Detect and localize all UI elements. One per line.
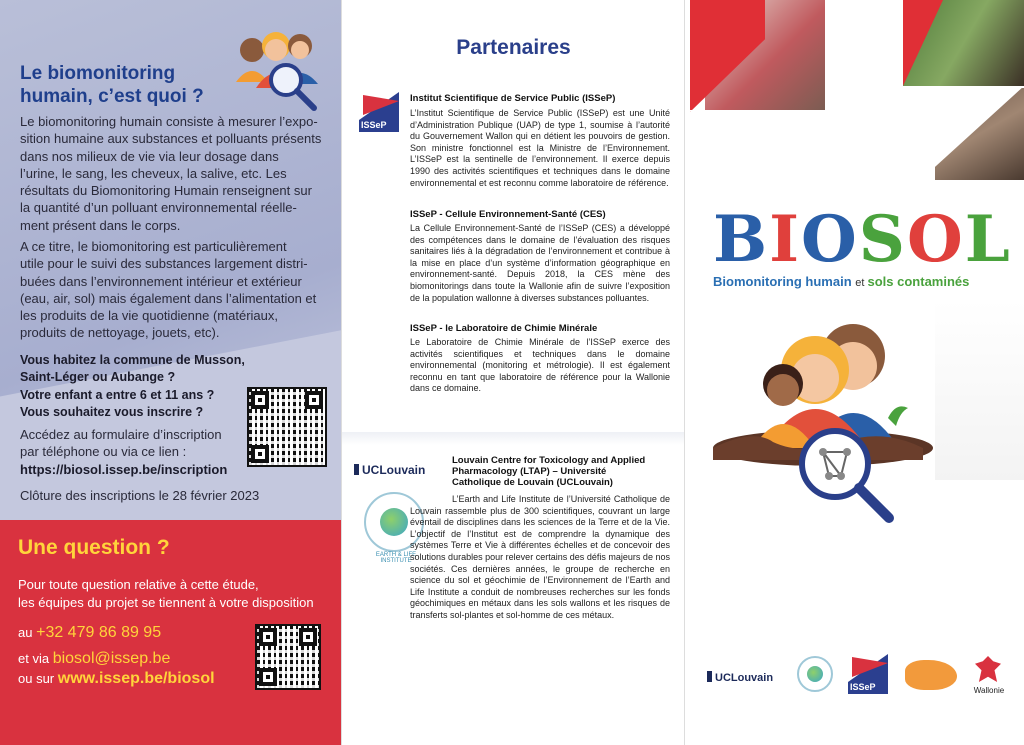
contact-qr-code[interactable] — [255, 624, 321, 690]
text-line: Le biomonitoring humain consiste à mesurer l’expo- — [20, 114, 318, 129]
text-line: les équipes du projet se tiennent à votre disposition — [18, 595, 314, 610]
partner-heading: Louvain Centre for Toxicology and Applied Pharmacology (LTAP) – Université Catholique de Louvain (UCLouvain) — [452, 455, 646, 488]
text-line: (eau, air, sol) mais également dans l’alimentation et — [20, 290, 317, 306]
sponsor-logos — [685, 650, 1024, 710]
earth-life-logo — [797, 656, 833, 692]
logo-letter: B — [713, 202, 770, 277]
tagline-part: Biomonitoring humain — [713, 274, 856, 289]
partners-panel — [342, 0, 685, 745]
rooster-icon — [975, 656, 1001, 682]
left-panel — [0, 0, 342, 745]
contact-email — [18, 650, 170, 668]
text-line: les produits de la vie quotidienne (matériaux, — [20, 308, 278, 324]
partner-description: La Cellule Environnement-Santé de l’ISSeP (CES) a développé des compétences dans le domaine de l’évaluation des risques sanitaires liés à la dégradation de l’environnement et contribue à la mise en place d’un système d’information géographique en environnement-santé. Depuis 2018, la CES mène des biomonitorings dans toute la Wallonie afin de suivre l’exposition de la population wallonne à diverses substances polluantes. — [410, 223, 670, 303]
issep-logo — [359, 92, 399, 132]
tagline-part: et — [855, 277, 868, 289]
text-line: utile pour le suivi des substances largement distri- — [20, 256, 308, 272]
leaf-icon — [807, 666, 823, 682]
white-triangle — [685, 110, 935, 180]
science-map-logo — [905, 660, 957, 690]
text-line: dans nos milieux de vie via leur dosage dans — [20, 148, 279, 164]
logo-letter: I — [769, 202, 802, 277]
text-line: produits de nettoyage, jouets, etc). — [20, 325, 220, 341]
phone-number[interactable]: +32 479 86 89 95 — [36, 624, 162, 641]
contact-phone — [18, 624, 161, 642]
text-line: A ce titre, le biomonitoring est particulièrement — [20, 239, 287, 254]
text-line: Accédez au formulaire d’inscription — [20, 427, 222, 442]
email-prefix: et via — [18, 651, 50, 666]
text-line: ment présent dans le corps. — [20, 217, 181, 233]
tagline-part: sols contaminés — [867, 274, 970, 289]
earth-life-logo-text: EARTH & LIFE INSTITUTE — [375, 552, 417, 564]
email-link[interactable]: biosol@issep.be — [52, 650, 171, 667]
text-line: buées dans l’environnement intérieur et extérieur — [20, 273, 302, 289]
tagline — [713, 274, 969, 289]
section-title: Le biomonitoring humain, c’est quoi ? — [20, 63, 204, 107]
wallonie-label: Wallonie — [973, 686, 1005, 695]
contact-title: Une question ? — [18, 536, 170, 559]
eligibility-questions — [20, 352, 250, 421]
text-line: la quantité d’un polluant environnemental réelle- — [20, 200, 297, 216]
cover-panel — [685, 0, 1024, 745]
partner-heading: ISSeP - Cellule Environnement-Santé (CES) — [410, 209, 606, 220]
text-line: Vous souhaitez vous inscrire ? — [20, 404, 204, 419]
registration-link[interactable]: https://biosol.issep.be/inscription — [20, 461, 228, 477]
web-prefix: ou sur — [18, 671, 55, 686]
text-line: sition humaine aux substances et polluants présents — [20, 131, 322, 147]
text-line: l’urine, le sang, les cheveux, la salive, etc. Les — [20, 165, 287, 181]
contact-section — [0, 520, 342, 745]
contact-web — [18, 670, 215, 688]
logo-letter: O — [801, 202, 859, 277]
registration-qr-code[interactable] — [247, 387, 327, 467]
text-line: Saint-Léger ou Aubange ? — [20, 370, 176, 385]
text-line: Votre enfant a entre 6 et 11 ans ? — [20, 387, 215, 402]
white-triangle — [825, 0, 903, 112]
usage-paragraph — [20, 238, 330, 342]
phone-prefix: au — [18, 625, 33, 640]
intro-paragraph — [20, 113, 330, 234]
partner-heading: ISSeP - le Laboratoire de Chimie Minérale — [410, 323, 598, 334]
issep-logo — [848, 654, 888, 694]
partner-description: Le Laboratoire de Chimie Minérale de l’ISSeP exerce des activités scientifiques et techniques dans le domaine environnemental (monitoring et métrologie). Il est également reconnu en tant que laboratoire de référence pour la Wallonie dans ce domaine. — [410, 337, 670, 394]
leaf-icon — [380, 508, 408, 536]
partner-description: L’Institut Scientifique de Service Public (ISSeP) est une Unité d’Administration Publique (UAP) de type 1, soumise à l’autorité du Gouvernement Wallon qui en détient les pouvoirs de gestion. Son ministre fonctionnel est la Ministre de l’Environnement. L’ISSeP est la sentinelle de l’environnement. Il exerce depuis 1990 des activités scientifiques et techniques dans le domaine environnemental et est reconnu comme laboratoire de référence. — [410, 108, 670, 188]
issep-logo-text: ISSeP — [850, 682, 876, 692]
text-line: Vous habitez la commune de Musson, — [20, 353, 245, 367]
biosol-illustration — [703, 318, 953, 533]
children-magnifier-icon — [228, 22, 328, 114]
partners-title: Partenaires — [456, 36, 571, 59]
divider — [342, 432, 685, 445]
web-link[interactable]: www.issep.be/biosol — [57, 670, 215, 687]
biosol-logo — [713, 202, 1012, 277]
form-info — [20, 426, 250, 478]
logo-letter: O — [907, 202, 965, 277]
logo-letter: S — [858, 202, 907, 277]
text-line: par téléphone ou via ce lien : — [20, 444, 187, 460]
logo-letter: L — [964, 202, 1012, 277]
partner-description: L’Earth and Life Institute de l’Université Catholique de Louvain rassemble plus de 300 scientifiques, couvrant un large éventail de disciplines dans les sciences de la Terre et de la Vie. L’objectif de l’Institut est de comprendre la dynamique des systèmes Terre et Vie à différentes échelles et de concevoir des solutions durables pour relever certains des défis majeurs de nos sociétés. Ces dernières années, le groupe de recherche en science du sol et géochimie de l’Environnement de l’Earth and Life Institute a conduit de nombreuses recherches sur les fonds géochimiques en métaux dans les sols wallons et les risques de transferts sol-plantes et sol-homme de ces métaux. — [410, 494, 670, 620]
contact-intro — [18, 576, 314, 612]
uclouvain-logo: UCLouvain — [707, 671, 773, 684]
closing-date: Clôture des inscriptions le 28 février 2023 — [20, 488, 260, 503]
uclouvain-logo: UCLouvain — [354, 463, 425, 477]
partner-heading: Institut Scientifique de Service Public (ISSeP) — [410, 93, 616, 104]
text-line: Pour toute question relative à cette étude, — [18, 577, 259, 592]
issep-logo-text: ISSeP — [361, 120, 387, 130]
text-line: résultats du Biomonitoring Humain renseignent sur — [20, 183, 312, 199]
